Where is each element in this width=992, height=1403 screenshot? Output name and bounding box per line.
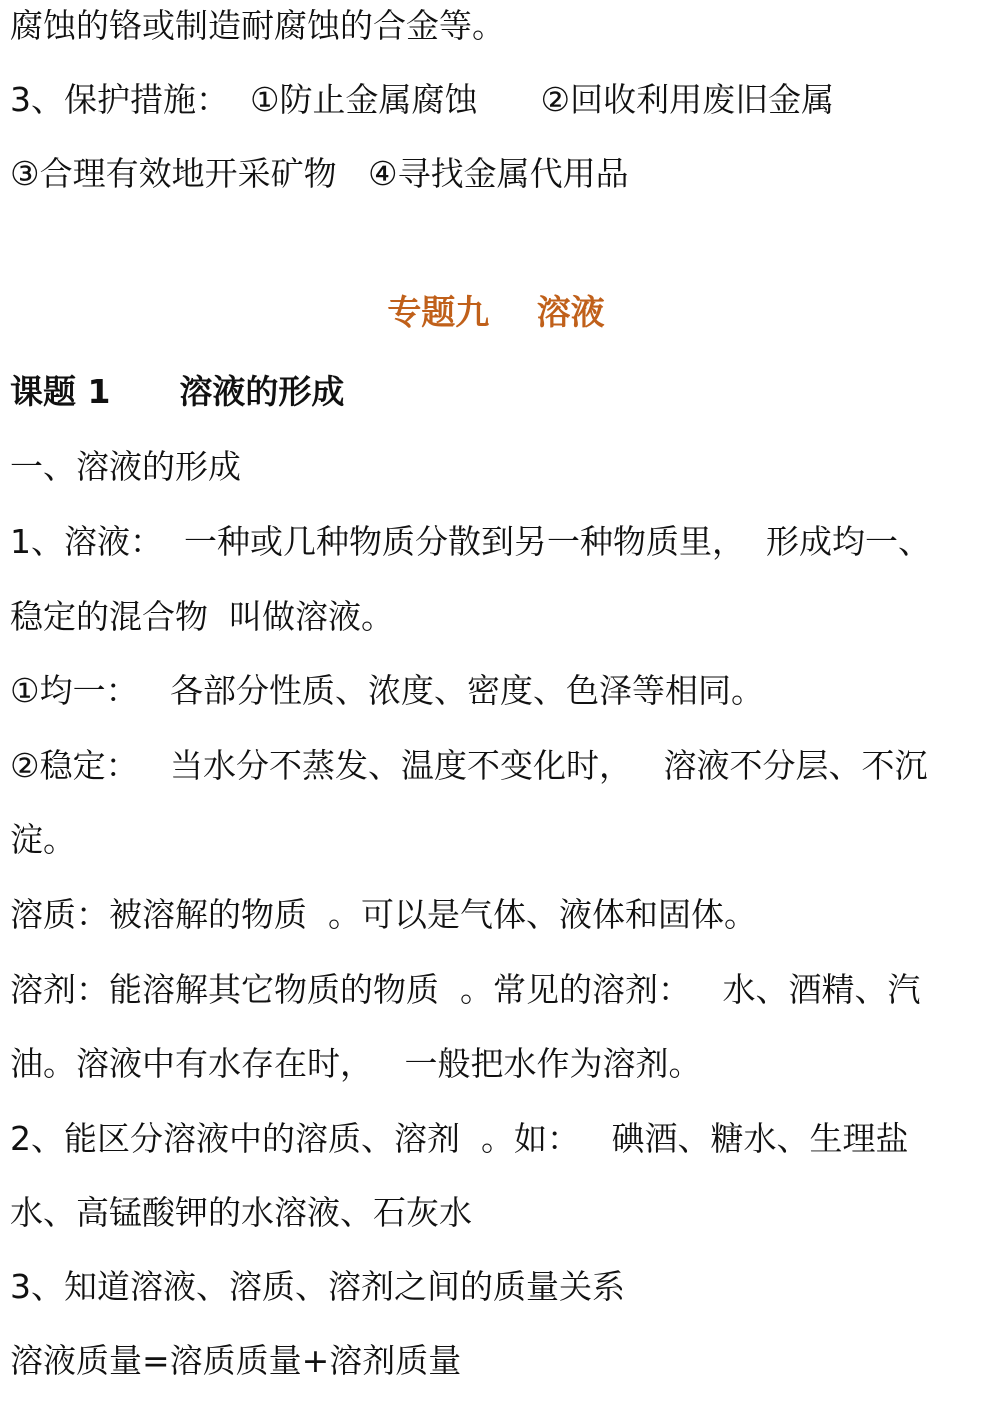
section-title: 专题九 溶液 xyxy=(387,293,605,333)
text-line-solvent: 溶剂：能溶解其它物质的物质 。常见的溶剂： 水、酒精、汽 xyxy=(10,970,921,1009)
text-line-protection-measures: 3、保护措施： ①防止金属腐蚀 ②回收利用废旧金属 xyxy=(10,80,835,119)
text-line-mass-relation: 3、知道溶液、溶质、溶剂之间的质量关系 xyxy=(10,1267,625,1306)
heading-solution-formation: 一、溶液的形成 xyxy=(10,447,241,486)
text-line-solution-definition-cont: 稳定的混合物 叫做溶液。 xyxy=(10,597,394,636)
lesson-title: 课题 1 溶液的形成 xyxy=(10,372,345,411)
text-line-solvent-cont: 油。溶液中有水存在时， 一般把水作为溶剂。 xyxy=(10,1044,702,1083)
text-line-distinguish: 2、能区分溶液中的溶质、溶剂 。如： 碘酒、糖水、生理盐 xyxy=(10,1119,909,1158)
text-line-solution-definition: 1、溶液： 一种或几种物质分散到另一种物质里， 形成均一、 xyxy=(10,522,931,561)
text-line-corrosion: 腐蚀的铬或制造耐腐蚀的合金等。 xyxy=(10,6,505,45)
text-line-mass-formula: 溶液质量=溶质质量+溶剂质量 xyxy=(10,1341,462,1380)
text-line-stable: ②稳定： 当水分不蒸发、温度不变化时， 溶液不分层、不沉 xyxy=(10,746,928,785)
text-line-solute: 溶质：被溶解的物质 。可以是气体、液体和固体。 xyxy=(10,895,757,934)
text-line-protection-measures-cont: ③合理有效地开采矿物 ④寻找金属代用品 xyxy=(10,154,629,193)
text-line-stable-cont: 淀。 xyxy=(10,820,76,859)
text-line-uniform: ①均一： 各部分性质、浓度、密度、色泽等相同。 xyxy=(10,671,765,710)
text-line-distinguish-cont: 水、高锰酸钾的水溶液、石灰水 xyxy=(10,1193,472,1232)
